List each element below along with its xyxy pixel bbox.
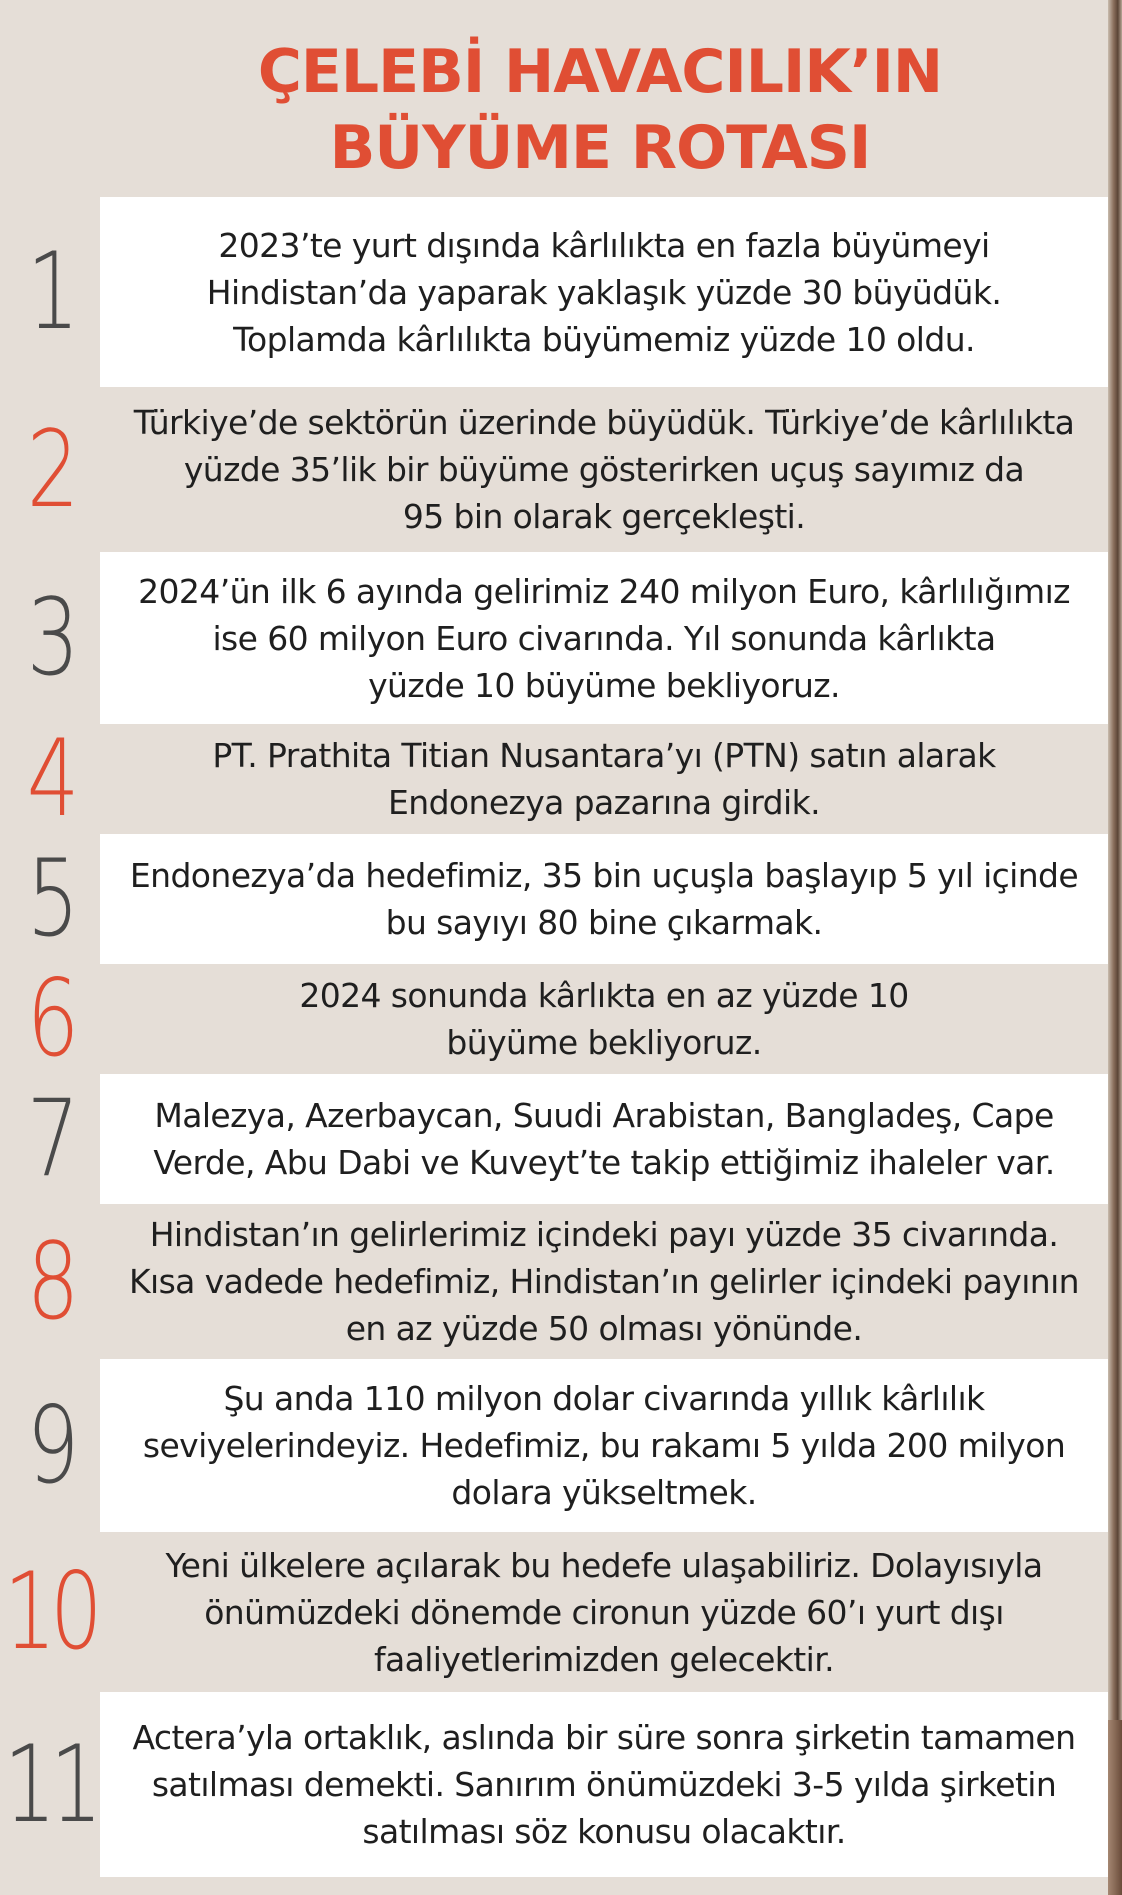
- item-line: Actera’yla ortaklık, aslında bir süre sonra şirketin tamamen: [132, 1718, 1076, 1757]
- item-line: Endonezya pazarına girdik.: [388, 783, 820, 822]
- item-number: 2: [26, 407, 74, 531]
- item-number: 11: [3, 1722, 97, 1846]
- item-number: 6: [26, 957, 74, 1080]
- item-line: satılması demekti. Sanırım önümüzdeki 3-5 yılda şirketin: [151, 1765, 1057, 1804]
- item-text: [100, 1692, 1108, 1877]
- item-line: büyüme bekliyoruz.: [446, 1023, 762, 1062]
- item-line: 2024’ün ilk 6 ayında gelirimiz 240 milyon Euro, kârlılığımız: [138, 571, 1070, 611]
- title-line-2: BÜYÜME ROTASI: [329, 113, 871, 183]
- item-number: 7: [26, 1077, 74, 1200]
- item-line: önümüzdeki dönemde cironun yüzde 60’ı yurt dışı: [204, 1592, 1004, 1632]
- item-text: [100, 197, 1108, 387]
- item-line: Türkiye’de sektörün üzerinde büyüdük. Türkiye’de kârlılıkta: [133, 403, 1075, 442]
- item-line: Kısa vadede hedefimiz, Hindistan’ın gelirler içindeki payının: [128, 1262, 1080, 1301]
- item-line: 2024 sonunda kârlıkta en az yüzde 10: [299, 976, 909, 1015]
- item-text: [100, 1074, 1108, 1204]
- item-line: en az yüzde 50 olması yönünde.: [345, 1309, 863, 1348]
- item-line: dolara yükseltmek.: [451, 1473, 757, 1512]
- item-number: 1: [26, 230, 74, 353]
- list-item-10: [0, 1532, 1108, 1692]
- item-line: Malezya, Azerbaycan, Suudi Arabistan, Bangladeş, Cape: [154, 1096, 1054, 1135]
- item-line: Verde, Abu Dabi ve Kuveyt’te takip ettiğimiz ihaleler var.: [153, 1143, 1055, 1182]
- item-line: yüzde 35’lik bir büyüme gösterirken uçuş sayımız da: [183, 450, 1025, 489]
- item-text: [100, 834, 1108, 964]
- item-line: ise 60 milyon Euro civarında. Yıl sonunda kârlıkta: [212, 618, 996, 658]
- item-line: Hindistan’da yaparak yaklaşık yüzde 30 büyüdük.: [206, 272, 1002, 312]
- item-line: Şu anda 110 milyon dolar civarında yıllık kârlılık: [223, 1379, 985, 1418]
- item-number: 9: [26, 1383, 74, 1507]
- list-item-11: [0, 1692, 1108, 1877]
- list-item-5: [0, 834, 1108, 964]
- title-line-1: ÇELEBİ HAVACILIK’IN: [257, 37, 943, 107]
- item-text: [100, 964, 1108, 1074]
- item-line: Hindistan’ın gelirlerimiz içindeki payı yüzde 35 civarında.: [149, 1215, 1059, 1254]
- item-text: [100, 1532, 1108, 1692]
- item-number: 8: [26, 1219, 74, 1343]
- item-line: Endonezya’da hedefimiz, 35 bin uçuşla başlayıp 5 yıl içinde: [129, 856, 1079, 895]
- item-line: Yeni ülkelere açılarak bu hedefe ulaşabiliriz. Dolayısıyla: [165, 1545, 1043, 1585]
- list-item-9: [0, 1359, 1108, 1532]
- list-item-2: [0, 387, 1108, 552]
- list-item-4: [0, 717, 1108, 840]
- list-item-6: [0, 957, 1108, 1080]
- item-text: [100, 387, 1108, 552]
- item-line: Toplamda kârlılıkta büyümemiz yüzde 10 oldu.: [233, 319, 975, 359]
- item-line: yüzde 10 büyüme bekliyoruz.: [368, 665, 840, 705]
- list-item-3: [0, 552, 1108, 724]
- item-text: [100, 552, 1108, 724]
- item-number: 10: [3, 1550, 97, 1673]
- item-number: 3: [26, 576, 74, 699]
- background-photo-strip: [1108, 0, 1122, 1895]
- item-line: faaliyetlerimizden gelecektir.: [373, 1639, 835, 1679]
- item-line: 95 bin olarak gerçekleşti.: [402, 497, 806, 536]
- item-number: 5: [26, 837, 74, 960]
- item-line: seviyelerindeyiz. Hedefimiz, bu rakamı 5 yılda 200 milyon: [142, 1426, 1066, 1465]
- item-line: PT. Prathita Titian Nusantara’yı (PTN) satın alarak: [212, 736, 996, 775]
- list-item-7: [0, 1074, 1108, 1204]
- list-item-1: [0, 197, 1108, 387]
- item-text: [100, 724, 1108, 834]
- item-line: bu sayıyı 80 bine çıkarmak.: [385, 903, 823, 942]
- item-text: [100, 1204, 1108, 1359]
- list-item-8: [0, 1204, 1108, 1359]
- item-text: [100, 1359, 1108, 1532]
- item-line: 2023’te yurt dışında kârlılıkta en fazla büyümeyi: [218, 225, 990, 265]
- page-title: [100, 34, 1100, 186]
- item-number: 4: [26, 717, 74, 840]
- item-line: satılması söz konusu olacaktır.: [362, 1812, 846, 1851]
